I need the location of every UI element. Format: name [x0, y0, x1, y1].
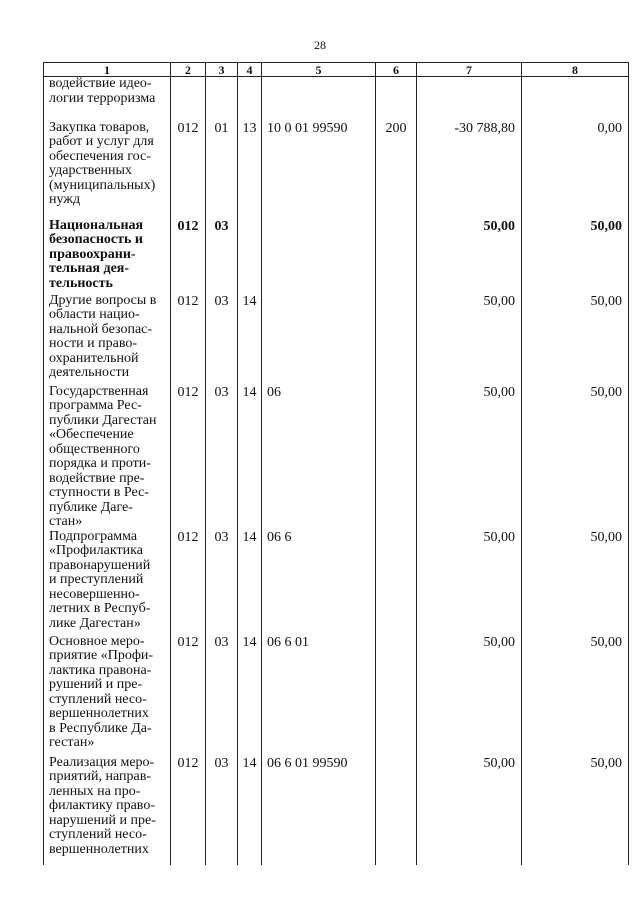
row-name: Подпрограмма «Профилактика правонарушений и преступлений несовершенно- летних в Респуб- лике Дагестан» [44, 530, 171, 635]
row-subsection-code: 14 [238, 385, 262, 530]
row-amount-2 [522, 77, 629, 121]
row-grbs-code [171, 77, 206, 121]
row-target-article [262, 77, 376, 121]
row-expense-type [376, 530, 417, 635]
col-header-subsection: 4 [238, 63, 262, 77]
row-name: Государственная программа Рес- публики Дагестан «Обеспечение общественного порядка и проти- водействие пре- ступности в Рес- публике Даге- стан» [44, 385, 171, 530]
row-amount-2: 50,00 [522, 756, 629, 865]
row-amount-1: 50,00 [417, 294, 522, 385]
page-number: 28 [314, 38, 326, 52]
row-target-article [262, 219, 376, 294]
row-amount-2: 50,00 [522, 385, 629, 530]
row-grbs-code: 012 [171, 219, 206, 294]
row-name: водействие идео- логии терроризма [44, 77, 171, 121]
row-amount-1: 50,00 [417, 756, 522, 865]
row-expense-type [376, 756, 417, 865]
row-amount-2: 50,00 [522, 294, 629, 385]
row-amount-2: 0,00 [522, 121, 629, 219]
row-subsection-code: 14 [238, 294, 262, 385]
row-name: Реализация меро- приятий, направ- ленных на про- филактику право- нарушений и пре- ступлений несо- вершеннолетних [44, 756, 171, 865]
col-header-grbs: 2 [171, 63, 206, 77]
row-section-code: 03 [206, 635, 238, 756]
budget-table [43, 62, 629, 865]
col-header-section: 3 [206, 63, 238, 77]
row-name: Закупка товаров, работ и услуг для обеспечения гос- ударственных (муниципальных) нужд [44, 121, 171, 219]
row-section-code: 03 [206, 385, 238, 530]
row-grbs-code: 012 [171, 385, 206, 530]
row-amount-1: -30 788,80 [417, 121, 522, 219]
row-expense-type: 200 [376, 121, 417, 219]
row-target-article: 06 6 [262, 530, 376, 635]
row-subsection-code: 13 [238, 121, 262, 219]
row-target-article: 10 0 01 99590 [262, 121, 376, 219]
row-section-code [206, 77, 238, 121]
row-expense-type [376, 385, 417, 530]
row-grbs-code: 012 [171, 530, 206, 635]
row-grbs-code: 012 [171, 294, 206, 385]
table-row [44, 294, 629, 385]
row-expense-type [376, 219, 417, 294]
row-name: Национальная безопасность и правоохрани- тельная дея- тельность [44, 219, 171, 294]
table-row [44, 635, 629, 756]
row-target-article: 06 6 01 99590 [262, 756, 376, 865]
header-row [44, 63, 629, 77]
row-expense-type [376, 635, 417, 756]
row-amount-1: 50,00 [417, 219, 522, 294]
table-row [44, 530, 629, 635]
row-name: Другие вопросы в области нацио- нальной безопас- ности и право- охранительной деятельности [44, 294, 171, 385]
col-header-amount-1: 7 [417, 63, 522, 77]
table-row [44, 385, 629, 530]
row-section-code: 03 [206, 294, 238, 385]
row-subsection-code: 14 [238, 530, 262, 635]
row-section-code: 03 [206, 219, 238, 294]
row-amount-1: 50,00 [417, 530, 522, 635]
col-header-target-article: 5 [262, 63, 376, 77]
row-subsection-code [238, 77, 262, 121]
table-row [44, 121, 629, 219]
row-section-code: 03 [206, 756, 238, 865]
row-expense-type [376, 294, 417, 385]
row-section-code: 03 [206, 530, 238, 635]
row-expense-type [376, 77, 417, 121]
row-grbs-code: 012 [171, 635, 206, 756]
row-grbs-code: 012 [171, 121, 206, 219]
row-target-article: 06 [262, 385, 376, 530]
table-row [44, 219, 629, 294]
row-subsection-code [238, 219, 262, 294]
row-amount-1: 50,00 [417, 385, 522, 530]
row-grbs-code: 012 [171, 756, 206, 865]
row-name: Основное меро- приятие «Профи- лактика правона- рушений и пре- ступлений несо- вершеннолетних в Республике Да- гестан» [44, 635, 171, 756]
col-header-amount-2: 8 [522, 63, 629, 77]
table-row [44, 756, 629, 865]
row-amount-2: 50,00 [522, 530, 629, 635]
col-header-name: 1 [44, 63, 171, 77]
row-subsection-code: 14 [238, 756, 262, 865]
col-header-expense-type: 6 [376, 63, 417, 77]
row-amount-1: 50,00 [417, 635, 522, 756]
table-row [44, 77, 629, 121]
row-amount-1 [417, 77, 522, 121]
row-amount-2: 50,00 [522, 219, 629, 294]
row-section-code: 01 [206, 121, 238, 219]
row-subsection-code: 14 [238, 635, 262, 756]
row-target-article [262, 294, 376, 385]
row-target-article: 06 6 01 [262, 635, 376, 756]
row-amount-2: 50,00 [522, 635, 629, 756]
